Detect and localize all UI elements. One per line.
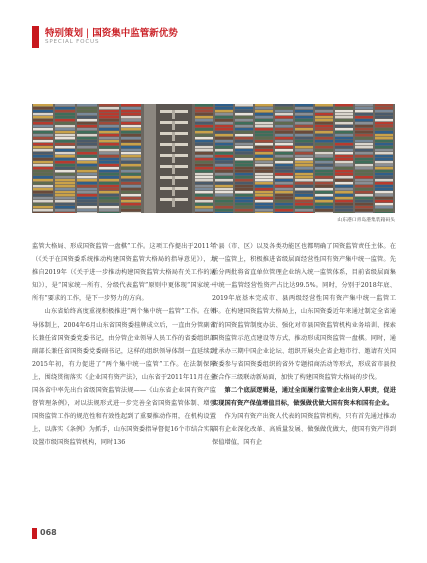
photo-caption: 山东港口青岛港集装箱码头 — [337, 218, 395, 223]
header-accent-bar — [32, 26, 39, 48]
right-column — [212, 240, 396, 450]
right-paragraph-3: 作为国有资产出资人代表的国资监管机构，只有首先通过推动国有企业深化改革、高质量发展、做强做优做大，使国有资产得到保值增值，国有企 — [212, 413, 396, 447]
left-paragraph-1: 监管大格局、形成国资监管一盘棋”工作。这项工作提出于2011年（《关于在国资委系统推动构建国资监管大格局的指导意见》），力推自2019年（《关于进一步推动构建国资监管大格局有关工作的通知》），是“国家统一所有、分级代表监管”原则中更体现“国家统一所有”要求的工作，是下一步努力的方向。 — [32, 243, 216, 303]
section-subtitle: SPECIAL FOCUS — [45, 39, 100, 45]
header-separator: | — [86, 28, 90, 39]
section-header — [45, 25, 178, 39]
left-column — [32, 240, 216, 450]
page-number: 068 — [40, 528, 57, 537]
section-title: 国资集中监管新优势 — [92, 28, 178, 39]
right-paragraph-bold: 第二个底层逻辑是，通过全面履行监管企业出资人职责，促进实现国有资产保值增值目标，做强做优做大国有资本和国有企业。 — [212, 387, 396, 408]
footer-accent-bar — [32, 528, 37, 539]
port-photo — [32, 104, 395, 213]
right-paragraph-1: 个县（市、区）以及各类功能区也都明确了国资监管责任主体。在统一监管上，积极推进省级层面经营性国有资产集中统一监管。先后分两批将省直单位管理企业纳入统一监管体系，目前省级层面集中统一监管经营性资产占比达99.5%。同时，分别于2018年底、2019年底基本完成市、县两级经营性国有资产集中统一监管工作。在构建国资监管大格局上，山东国资委近年来通过制定全省通行的国资监管制度办法、强化对市县国资监管机构业务培训、探索国资监管示范点建设等方式，推动形成国资监管一盘棋。同时，通过承办三期中国企业论坛、组织开展央企省企地市行、邀请有关国资委参与省国资委组织的省外专题招商活动等形式，形成省市县投资合作三级联动新局面，加快了构建国资监管大格局的步伐。 — [212, 243, 396, 381]
container-yard-image — [32, 104, 395, 213]
left-paragraph-2: 山东省始终高度重视积极推进“两个集中统一监管”工作。在领导体制上，2004年6月山东省国资委挂牌成立后，一直由分管副省长兼任省国资委党委书记，由分管企业领导人员工作的省委组织部副部长兼任省国资委党委副书记，这样的组织领导体制一直延续到2015年初，有力促进了“两个集中统一监管”工作。在法制保障上，围绕贯彻落实《企业国有资产法》，山东省于2011年11月在全国各省中率先出台省级国资监管法规——《山东省企业国有资产监督管理条例》，对以法规形式进一步完善全省国资监管体制、增强国资监管工作的规范性和有效性起到了重要推动作用，在机构设置上，以落实《条例》为抓手，山东国资委指导督促16个市结合实际设置市级国资监管机构，同时136 — [32, 308, 216, 447]
section-label: 特别策划 — [45, 28, 84, 39]
